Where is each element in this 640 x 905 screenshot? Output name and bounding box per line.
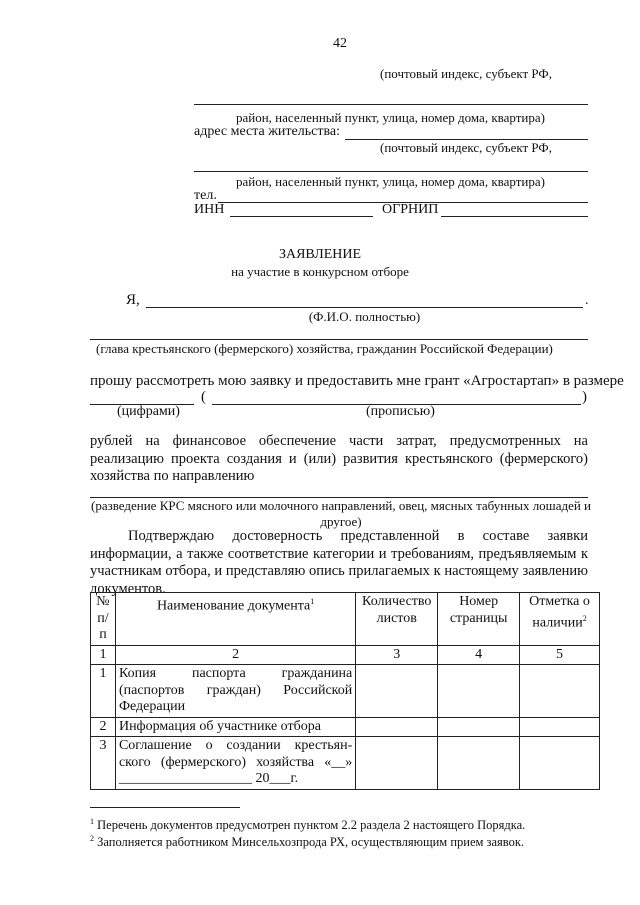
table-index-row [91,645,600,665]
row-num: 3 [91,737,116,790]
row-page-cell[interactable] [438,717,520,737]
row-page-cell[interactable] [438,665,520,718]
row-mark-cell[interactable] [520,665,600,718]
document-title: ЗАЯВЛЕНИЕ [278,247,362,262]
direction-hint: (разведение КРС мясного или молочного направлений, овец, мясных табунных лошадей и другое) [90,498,592,529]
footnote-ref-2: 2 [582,613,587,623]
index-cell: 1 [91,645,116,665]
row-num: 2 [91,717,116,737]
table-row [91,665,600,718]
footnote-1: $^1$ Перечень документов предусмотрен пунктом 2.2 раздела 2 настоящего Порядка. [90,817,526,833]
words-hint: (прописью) [366,404,435,419]
row-sheets-cell[interactable] [356,717,438,737]
role-hint: (глава крестьянского (фермерского) хозяйства, гражданин Российской Федерации) [96,341,553,356]
address-line-1[interactable] [194,104,588,105]
address-label: адрес места жительства: [194,124,340,139]
footnote-2: $^2$ Заполняется работником Минсельхозпрода РХ, осуществляющим прием заявок. [90,834,525,850]
open-paren: ( [201,389,206,405]
row-doc-name: Копия паспорта гражданина (паспортов граждан) Российской Федерации [115,665,355,718]
footnote-separator [90,807,240,808]
row-mark-cell[interactable] [520,737,600,790]
request-line: прошу рассмотреть мою заявку и предоставить мне грант «Агростартап» в размере [90,373,624,389]
row-doc-name: Соглашение о создании крестьян-ского (фермерского) хозяйства «__» ___________________ 20___г. [115,737,355,790]
ogrnip-field[interactable] [441,216,588,217]
table-row [91,717,600,737]
row-sheets-cell[interactable] [356,737,438,790]
documents-table [90,592,600,790]
postal-hint-1: (почтовый индекс, субъект РФ, [380,66,552,81]
role-field[interactable] [90,339,588,340]
digits-hint: (цифрами) [117,404,180,419]
inn-field[interactable] [230,216,373,217]
address-line-2[interactable] [194,171,588,172]
close-paren: ) [582,389,587,405]
row-mark-cell[interactable] [520,717,600,737]
ogrnip-label: ОГРНИП [382,202,439,217]
index-cell: 3 [356,645,438,665]
row-num: 1 [91,665,116,718]
purpose-paragraph: рублей на финансовое обеспечение части затрат, предусмотренных на реализацию проекта создания и (или) развития крестьянского (фермерского) хозяйства по направлению [90,433,588,484]
fio-hint: (Ф.И.О. полностью) [308,309,421,324]
footnote-ref-1: 1 [310,597,315,606]
ya-label: Я, [126,292,140,308]
header-num: № п/п [91,593,116,646]
header-sheets: Количество листов [356,593,438,646]
header-mark: Отметка о наличии$^2$ [520,593,600,646]
inn-label: ИНН [194,202,225,217]
header-page: Номер страницы [438,593,520,646]
header-name: Наименование документа$^1$ [115,593,355,646]
row-sheets-cell[interactable] [356,665,438,718]
table-row [91,737,600,790]
row-doc-name: Информация об участнике отбора [115,717,355,737]
row-page-cell[interactable] [438,737,520,790]
fio-field[interactable] [146,307,583,308]
table-header-row [91,593,600,646]
postal-hint-2: (почтовый индекс, субъект РФ, [380,140,552,155]
district-hint-1: район, населенный пункт, улица, номер дома, квартира) [236,110,545,125]
page-number: 42 [333,36,347,51]
index-cell: 2 [115,645,355,665]
district-hint-2: район, населенный пункт, улица, номер дома, квартира) [236,174,545,189]
tel-label: тел. [194,188,217,203]
confirm-paragraph: Подтверждаю достоверность представленной в составе заявки информации, а также соответствие категории и требованиям, предъявляемым к участникам отбора, и представляю опись прилагаемых к настоящему заявлению документов. [90,528,588,597]
index-cell: 5 [520,645,600,665]
document-subtitle: на участие в конкурсном отборе [231,264,409,279]
index-cell: 4 [438,645,520,665]
